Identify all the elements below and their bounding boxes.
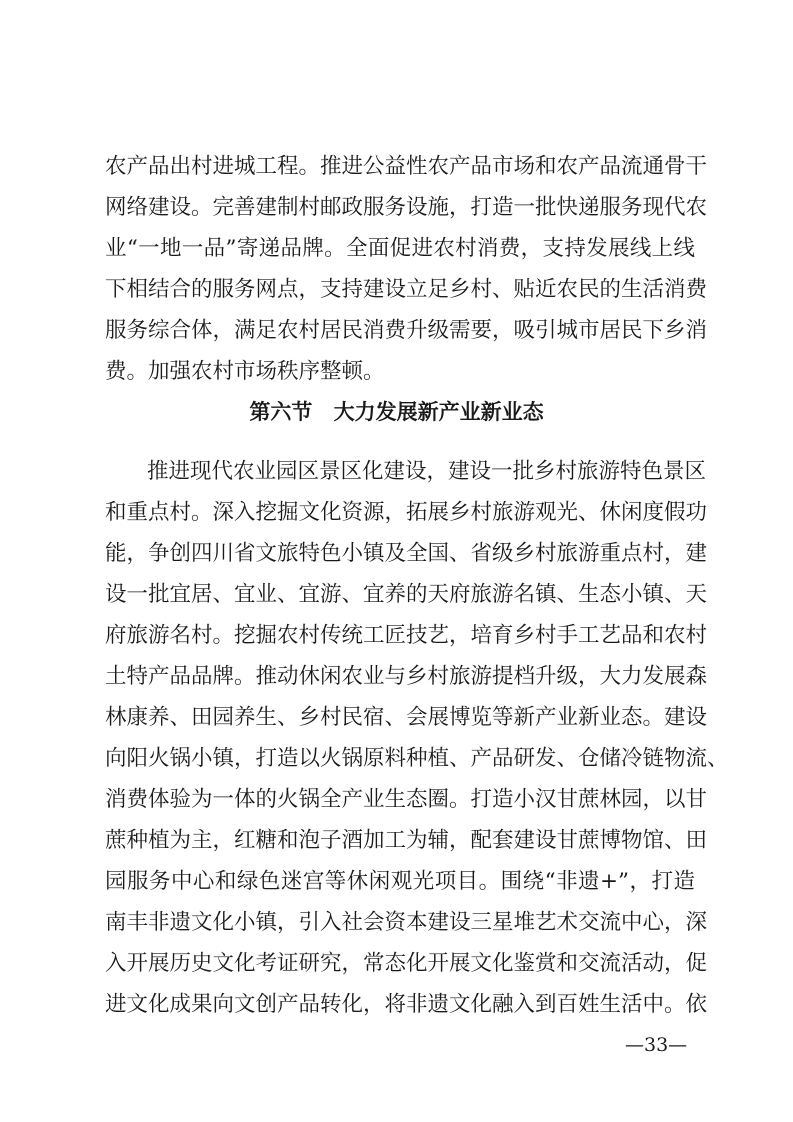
paragraph-line: 推进现代农业园区景区化建设，建设一批乡村旅游特色景区 (147, 459, 707, 484)
paragraph-line: 进文化成果向文创产品转化，将非遗文化融入到百姓生活中。依 (105, 992, 708, 1017)
paragraph-line: 和重点村。深入挖掘文化资源，拓展乡村旅游观光、休闲度假功 (105, 500, 708, 525)
paragraph-line: 蔗种植为主，红糖和泡子酒加工为辅，配套建设甘蔗博物馆、田 (105, 828, 708, 853)
paragraph-line: 园服务中心和绿色迷宫等休闲观光项目。围绕“非遗+”，打造 (105, 869, 695, 894)
paragraph-line: 府旅游名村。挖掘农村传统工匠技艺，培育乡村手工艺品和农村 (105, 623, 708, 648)
paragraph-line: 能，争创四川省文旅特色小镇及全国、省级乡村旅游重点村，建 (105, 541, 708, 566)
paragraph-line: 下相结合的服务网点，支持建设立足乡村、贴近农民的生活消费 (105, 277, 708, 302)
paragraph-line: 费。加强农村市场秩序整顿。 (105, 359, 385, 384)
paragraph-line: 南丰非遗文化小镇，引入社会资本建设三星堆艺术交流中心，深 (105, 910, 708, 935)
paragraph-line: 网络建设。完善建制村邮政服务设施，打造一批快递服务现代农 (105, 195, 708, 220)
page-number: —33— (625, 1034, 688, 1056)
paragraph-line: 林康养、田园养生、乡村民宿、会展博览等新产业新业态。建设 (105, 705, 708, 730)
paragraph-line: 消费体验为一体的火锅全产业生态圈。打造小汉甘蔗林园，以甘 (105, 787, 708, 812)
paragraph-line: 入开展历史文化考证研究，常态化开展文化鉴赏和交流活动，促 (105, 951, 708, 976)
paragraph-line: 农产品出村进城工程。推进公益性农产品市场和农产品流通骨干 (105, 154, 708, 179)
paragraph-line: 设一批宜居、宜业、宜游、宜养的天府旅游名镇、生态小镇、天 (105, 582, 708, 607)
paragraph-line: 向阳火锅小镇，打造以火锅原料种植、产品研发、仓储冷链物流、 (105, 746, 729, 771)
paragraph-line: 服务综合体，满足农村居民消费升级需要，吸引城市居民下乡消 (105, 318, 708, 343)
section-heading: 第六节 大力发展新产业新业态 (249, 400, 544, 424)
paragraph-line: 土特产品品牌。推动休闲农业与乡村旅游提档升级，大力发展森 (105, 664, 708, 689)
paragraph-line: 业“一地一品”寄递品牌。全面促进农村消费，支持发展线上线 (105, 236, 695, 261)
